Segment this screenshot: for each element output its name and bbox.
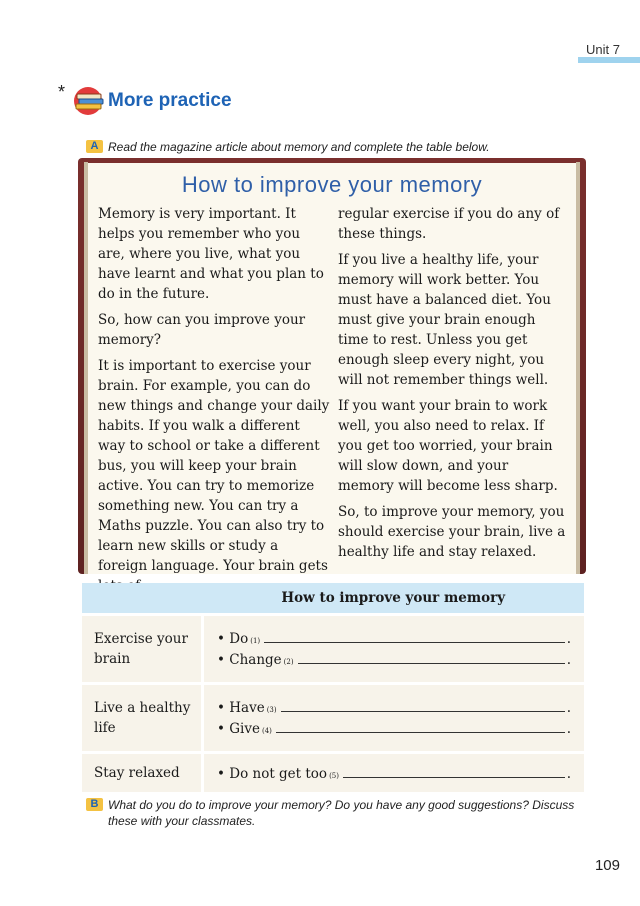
article-paragraph: So, to improve your memory, you should exercise your brain, live a healthy life and stay relaxed.: [338, 504, 566, 560]
blank-number: (2): [283, 658, 294, 666]
row-label: Live a healthy life: [82, 684, 203, 753]
article-paragraph: Memory is very important. It helps you remember who you are, where you live, what you have learnt and what you plan to do in the future.: [98, 206, 324, 302]
blank-number: (5): [329, 771, 339, 780]
article-paragraph: If you want your brain to work well, you also need to relax. If you get too worried, your brain will slow down, and your memory will become less sharp.: [338, 398, 558, 494]
answer-blank[interactable]: [276, 720, 565, 733]
article-title: How to improve your memory: [181, 172, 483, 197]
table-row: [82, 753, 584, 794]
article-paragraph: If you live a healthy life, your memory will work better. You must have a balanced diet. You must give your brain enough time to rest. Unless you get enough sleep every night, you will not remember things well.: [338, 252, 551, 388]
unit-bar: [578, 57, 640, 63]
row-label: Stay relaxed: [82, 753, 203, 794]
part-a-badge: A: [86, 140, 103, 153]
part-b-badge: B: [86, 798, 103, 811]
article-paragraph: So, how can you improve your memory?: [98, 312, 306, 348]
article-paragraph: regular exercise if you do any of these things.: [338, 206, 560, 242]
star-mark: *: [58, 82, 66, 102]
section-title: More practice: [108, 90, 232, 111]
row-items: [203, 684, 585, 753]
article-paragraph: It is important to exercise your brain. For example, you can do new things and change your daily habits. If you walk a different way to school or take a different bus, you will keep your brain active. You can try to memorize something new. You can try a Maths puzzle. You can also try to learn new skills or study a foreign language. Your brain gets: [98, 358, 330, 574]
memory-table: [82, 583, 584, 795]
bullet-item: • Have (3) .: [217, 700, 571, 716]
answer-blank[interactable]: [343, 765, 565, 778]
table-row: [82, 684, 584, 753]
part-b-instruction: What do you do to improve your memory? Do you have any good suggestions? Discuss these with your classmates.: [108, 798, 575, 828]
page-number: 109: [594, 857, 620, 874]
row-label: Exercise your brain: [82, 615, 203, 684]
part-a-instruction: Read the magazine article about memory and complete the table below.: [108, 140, 490, 154]
table-header-blank: [82, 583, 203, 615]
bullet-item: • Change (2) .: [217, 652, 571, 668]
answer-blank[interactable]: [264, 630, 565, 643]
blank-number: (1): [250, 637, 261, 645]
answer-blank[interactable]: [298, 651, 565, 664]
table-row: [82, 615, 584, 684]
book-stack-icon: [73, 86, 107, 116]
table-header: How to improve your memory: [203, 583, 585, 615]
row-items: [203, 615, 585, 684]
page-edge-right: [576, 162, 580, 574]
blank-number: (3): [266, 706, 277, 714]
bullet-item: • Give (4) .: [217, 721, 571, 737]
article-column-right: [338, 204, 568, 568]
bullet-item: • Do not get too (5) .: [217, 765, 571, 782]
blank-number: (4): [261, 727, 272, 735]
article-column-left: [98, 204, 330, 602]
row-items: [203, 753, 585, 794]
unit-label: Unit 7: [586, 42, 620, 57]
bullet-item: • Do (1) .: [217, 631, 571, 647]
answer-blank[interactable]: [281, 699, 565, 712]
